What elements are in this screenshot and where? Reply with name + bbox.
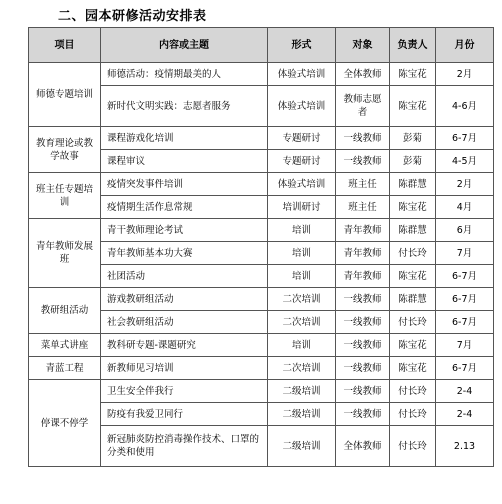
table-row [29, 127, 494, 150]
project-cell: 菜单式讲座 [29, 334, 101, 357]
form-cell: 培训 [268, 265, 336, 288]
form-cell: 体验式培训 [268, 63, 336, 86]
owner-cell: 陈群慧 [390, 219, 436, 242]
project-cell: 青蓝工程 [29, 357, 101, 380]
content-cell: 新冠肺炎防控消毒操作技术、口罩的分类和使用 [101, 426, 268, 467]
owner-cell: 彭菊 [390, 150, 436, 173]
month-cell: 6-7月 [436, 265, 494, 288]
month-cell: 7月 [436, 334, 494, 357]
month-cell: 4月 [436, 196, 494, 219]
project-cell: 师德专题培训 [29, 63, 101, 127]
form-cell: 培训 [268, 242, 336, 265]
content-cell: 疫情突发事件培训 [101, 173, 268, 196]
project-cell: 班主任专题培训 [29, 173, 101, 219]
table-row [29, 357, 494, 380]
target-cell: 青年教师 [336, 242, 390, 265]
month-cell: 6月 [436, 219, 494, 242]
content-cell: 课程审议 [101, 150, 268, 173]
project-cell: 教研组活动 [29, 288, 101, 334]
content-cell: 社会教研组活动 [101, 311, 268, 334]
owner-cell: 付长玲 [390, 403, 436, 426]
form-cell: 二级培训 [268, 426, 336, 467]
owner-cell: 付长玲 [390, 242, 436, 265]
project-cell: 青年教师发展班 [29, 219, 101, 288]
schedule-table [28, 27, 494, 467]
form-cell: 培训研讨 [268, 196, 336, 219]
form-cell: 专题研讨 [268, 150, 336, 173]
form-cell: 体验式培训 [268, 173, 336, 196]
month-cell: 4-6月 [436, 86, 494, 127]
month-cell: 6-7月 [436, 311, 494, 334]
month-cell: 6-7月 [436, 357, 494, 380]
target-cell: 一线教师 [336, 357, 390, 380]
owner-cell: 陈宝花 [390, 334, 436, 357]
header-month: 月份 [436, 28, 494, 63]
form-cell: 二次培训 [268, 288, 336, 311]
table-row [29, 219, 494, 242]
target-cell: 青年教师 [336, 219, 390, 242]
table-row [29, 288, 494, 311]
table-row [29, 63, 494, 86]
owner-cell: 彭菊 [390, 127, 436, 150]
table-row [29, 380, 494, 403]
form-cell: 培训 [268, 219, 336, 242]
form-cell: 二级培训 [268, 403, 336, 426]
target-cell: 全体教师 [336, 63, 390, 86]
content-cell: 教科研专题-课题研究 [101, 334, 268, 357]
form-cell: 专题研讨 [268, 127, 336, 150]
owner-cell: 陈宝花 [390, 86, 436, 127]
table-row [29, 334, 494, 357]
table-row [29, 173, 494, 196]
content-cell: 青干教师理论考试 [101, 219, 268, 242]
content-cell: 社团活动 [101, 265, 268, 288]
header-row [29, 28, 494, 63]
owner-cell: 陈宝花 [390, 265, 436, 288]
content-cell: 课程游戏化培训 [101, 127, 268, 150]
target-cell: 一线教师 [336, 380, 390, 403]
content-cell: 疫情期生活作息常规 [101, 196, 268, 219]
project-cell: 停课不停学 [29, 380, 101, 467]
form-cell: 培训 [268, 334, 336, 357]
owner-cell: 付长玲 [390, 426, 436, 467]
month-cell: 2月 [436, 173, 494, 196]
month-cell: 7月 [436, 242, 494, 265]
content-cell: 游戏教研组活动 [101, 288, 268, 311]
form-cell: 二次培训 [268, 357, 336, 380]
owner-cell: 陈宝花 [390, 63, 436, 86]
header-target: 对象 [336, 28, 390, 63]
month-cell: 4-5月 [436, 150, 494, 173]
month-cell: 2.13 [436, 426, 494, 467]
target-cell: 一线教师 [336, 403, 390, 426]
target-cell: 班主任 [336, 196, 390, 219]
owner-cell: 陈宝花 [390, 357, 436, 380]
header-content: 内容或主题 [101, 28, 268, 63]
owner-cell: 陈群慧 [390, 288, 436, 311]
target-cell: 一线教师 [336, 334, 390, 357]
target-cell: 全体教师 [336, 426, 390, 467]
target-cell: 一线教师 [336, 127, 390, 150]
month-cell: 2-4 [436, 380, 494, 403]
target-cell: 教师志愿者 [336, 86, 390, 127]
owner-cell: 付长玲 [390, 380, 436, 403]
content-cell: 新时代文明实践：志愿者服务 [101, 86, 268, 127]
month-cell: 6-7月 [436, 127, 494, 150]
target-cell: 一线教师 [336, 311, 390, 334]
content-cell: 防疫有我爱卫同行 [101, 403, 268, 426]
header-project: 项目 [29, 28, 101, 63]
form-cell: 二次培训 [268, 311, 336, 334]
content-cell: 青年教师基本功大赛 [101, 242, 268, 265]
content-cell: 师德活动：疫情期最美的人 [101, 63, 268, 86]
project-cell: 教育理论或教学故事 [29, 127, 101, 173]
month-cell: 6-7月 [436, 288, 494, 311]
owner-cell: 付长玲 [390, 311, 436, 334]
content-cell: 卫生安全伴我行 [101, 380, 268, 403]
month-cell: 2月 [436, 63, 494, 86]
month-cell: 2-4 [436, 403, 494, 426]
owner-cell: 陈宝花 [390, 196, 436, 219]
page-title: 二、园本研修活动安排表 [58, 9, 207, 24]
target-cell: 青年教师 [336, 265, 390, 288]
target-cell: 一线教师 [336, 150, 390, 173]
form-cell: 二级培训 [268, 380, 336, 403]
header-owner: 负责人 [390, 28, 436, 63]
content-cell: 新教师见习培训 [101, 357, 268, 380]
owner-cell: 陈群慧 [390, 173, 436, 196]
target-cell: 班主任 [336, 173, 390, 196]
target-cell: 一线教师 [336, 288, 390, 311]
form-cell: 体验式培训 [268, 86, 336, 127]
header-form: 形式 [268, 28, 336, 63]
